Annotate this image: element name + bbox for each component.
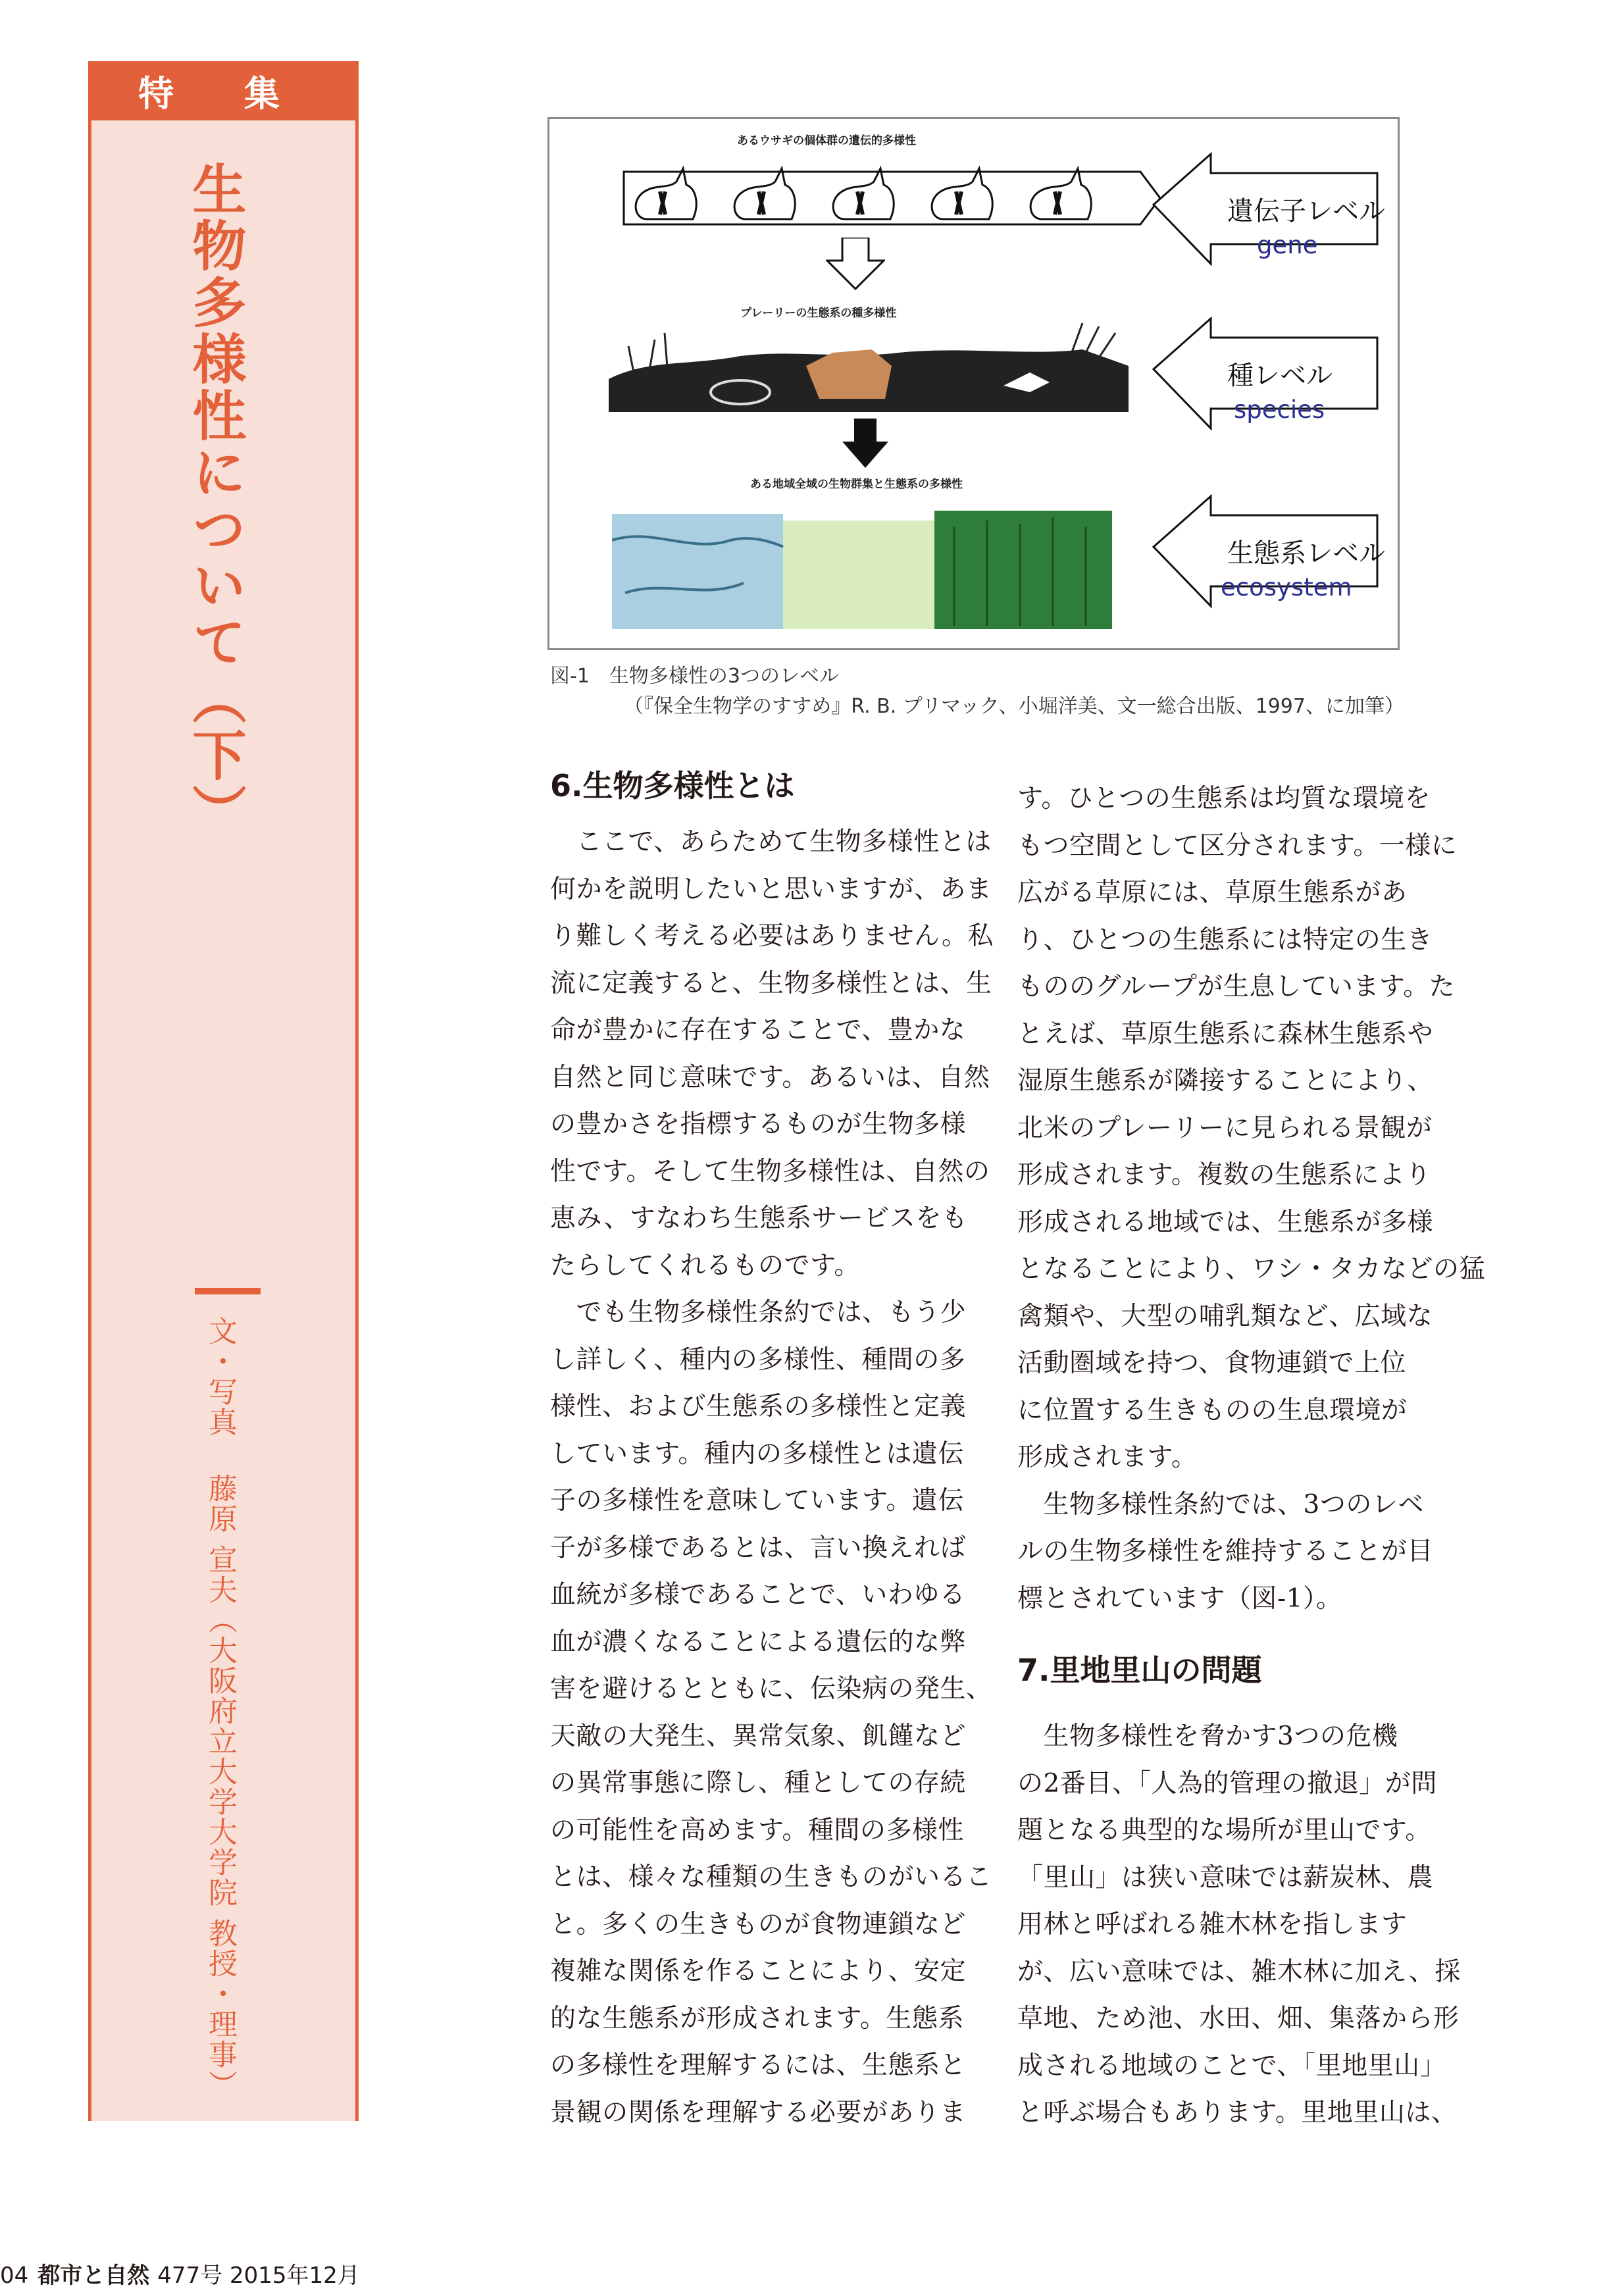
rabbit-population-illustration bbox=[621, 159, 1167, 238]
figure-label-species: プレーリーの生態系の種多様性 bbox=[740, 307, 897, 320]
author-role: 文・写真 bbox=[203, 1316, 237, 1437]
text-line: ここで、あらためて生物多様性とは bbox=[550, 827, 992, 857]
text-line: り難しく考える必要はありません。私 bbox=[550, 921, 994, 951]
text-line: 血統が多様であることで、いわゆる bbox=[550, 1580, 966, 1610]
text-line: となることにより、ワシ・タカなどの猛 bbox=[1017, 1254, 1486, 1284]
text-line: とえば、草原生態系に森林生態系や bbox=[1017, 1019, 1434, 1049]
text-line: 北米のプレーリーに見られる景観が bbox=[1017, 1113, 1433, 1143]
level-label-gene: 遺伝子レベル bbox=[1227, 196, 1385, 226]
figure-label-genetic: あるウサギの個体群の遺伝的多様性 bbox=[737, 134, 916, 147]
article-title: 生物多様性について（下） bbox=[184, 161, 246, 840]
magazine-title: 都市と自然 bbox=[38, 2262, 150, 2289]
text-line: たらしてくれるものです。 bbox=[550, 1250, 860, 1281]
level-label-species-en: species bbox=[1234, 395, 1325, 424]
text-line: 何かを説明したいと思いますが、あま bbox=[550, 874, 992, 904]
text-line: が、広い意味では、雑木林に加え、採 bbox=[1017, 1956, 1461, 1987]
figure-label-ecosystem: ある地域全域の生物群集と生態系の多様性 bbox=[750, 478, 963, 491]
caption-source: （『保全生物学のすすめ』R. B. プリマック、小堀洋美、文一総合出版、1997、に加筆） bbox=[624, 695, 1404, 718]
text-line: 形成されます。複数の生態系により bbox=[1017, 1160, 1431, 1190]
section-heading-7: 7.里地里山の問題 bbox=[1017, 1652, 1262, 1688]
text-line: もののグループが生息しています。た bbox=[1017, 972, 1456, 1002]
text-line: 湿原生態系が隣接することにより、 bbox=[1017, 1066, 1434, 1096]
text-line: 形成されます。 bbox=[1017, 1442, 1198, 1472]
section-heading-6: 6.生物多様性とは bbox=[550, 768, 795, 804]
feature-tag: 特 集 bbox=[88, 61, 359, 120]
down-arrow-solid bbox=[842, 419, 888, 468]
figure-1 bbox=[547, 117, 1400, 650]
text-line: 生物多様性を脅かす3つの危機 bbox=[1017, 1722, 1398, 1751]
text-line: 生物多様性条約では、3つのレベ bbox=[1017, 1489, 1424, 1519]
level-label-ecosystem-en: ecosystem bbox=[1221, 573, 1352, 601]
text-line: とは、様々な種類の生きものがいるこ bbox=[550, 1862, 992, 1892]
text-line: 複雑な関係を作ることにより、安定 bbox=[550, 1956, 967, 1986]
text-line: 害を避けるとともに、伝染病の発生、 bbox=[550, 1674, 992, 1704]
text-line: ルの生物多様性を維持することが目 bbox=[1017, 1537, 1434, 1566]
text-line: 題となる典型的な場所が里山です。 bbox=[1017, 1816, 1431, 1845]
text-line: 禽類や、大型の哺乳類など、広域な bbox=[1017, 1301, 1433, 1331]
text-line: 活動圏域を持つ、食物連鎖で上位 bbox=[1017, 1348, 1406, 1378]
level-label-gene-en: gene bbox=[1257, 231, 1318, 259]
text-line: 性です。そして生物多様性は、自然の bbox=[550, 1156, 990, 1186]
text-column-right-top bbox=[1017, 775, 1485, 1622]
page-number: 04 bbox=[0, 2262, 29, 2289]
text-line: 流に定義すると、生物多様性とは、生 bbox=[550, 968, 992, 998]
text-line: 天敵の大発生、異常気象、飢饉など bbox=[550, 1721, 967, 1751]
text-line: でも生物多様性条約では、もう少 bbox=[550, 1298, 967, 1327]
down-arrow-outline bbox=[826, 238, 885, 290]
figure-caption bbox=[550, 661, 1404, 722]
level-label-species: 種レベル bbox=[1227, 361, 1333, 391]
text-line: 標とされています（図-1）。 bbox=[1017, 1583, 1342, 1614]
text-line: 命が豊かに存在することで、豊かな bbox=[550, 1015, 966, 1045]
caption-title: 図-1 生物多様性の3つのレベル bbox=[550, 665, 839, 688]
text-line: の多様性を理解するには、生態系と bbox=[550, 2051, 967, 2080]
text-line: 的な生態系が形成されます。生態系 bbox=[550, 2003, 964, 2033]
text-line: 様性、および生態系の多様性と定義 bbox=[550, 1392, 967, 1421]
issue-info: 477号 2015年12月 bbox=[157, 2262, 360, 2289]
text-line: り、ひとつの生態系には特定の生き bbox=[1017, 925, 1433, 955]
text-line: 「里山」は狭い意味では薪炭林、農 bbox=[1017, 1862, 1434, 1893]
text-line: 血が濃くなることによる遺伝的な弊 bbox=[550, 1627, 967, 1657]
level-label-ecosystem: 生態系レベル bbox=[1227, 538, 1385, 569]
text-line: もつ空間として区分されます。一様に bbox=[1017, 830, 1458, 861]
text-line: す。ひとつの生態系は均質な環境を bbox=[1017, 784, 1431, 813]
landscape-ecosystem-illustration bbox=[612, 501, 1112, 632]
text-line: 草地、ため池、水田、畑、集落から形 bbox=[1017, 2004, 1460, 2033]
text-line: 景観の関係を理解する必要がありま bbox=[550, 2097, 967, 2128]
text-line: の異常事態に際し、種としての存続 bbox=[550, 1768, 967, 1798]
text-line: 子が多様であるとは、言い換えれば bbox=[550, 1533, 967, 1563]
author-name: 藤原 宣夫（大阪府立大学大学院 教授・理事） bbox=[203, 1473, 237, 2100]
text-column-right-bottom bbox=[1017, 1713, 1461, 2137]
text-line: 用林と呼ばれる雑木林を指します bbox=[1017, 1910, 1408, 1939]
author-divider bbox=[195, 1288, 261, 1294]
text-line: の豊かさを指標するものが生物多様 bbox=[550, 1110, 967, 1139]
text-line: 恵み、すなわち生態系サービスをも bbox=[550, 1204, 968, 1233]
text-line: 自然と同じ意味です。あるいは、自然 bbox=[550, 1062, 990, 1092]
text-line: 広がる草原には、草原生態系があ bbox=[1017, 878, 1408, 907]
text-line: し詳しく、種内の多様性、種間の多 bbox=[550, 1344, 966, 1375]
author-credit bbox=[203, 1316, 237, 2100]
text-column-left bbox=[550, 819, 994, 2136]
text-line: と。多くの生きものが食物連鎖など bbox=[550, 1909, 967, 1939]
text-line: 成される地域のことで、「里地里山」 bbox=[1017, 2051, 1446, 2081]
text-line: と呼ぶ場合もあります。里地里山は、 bbox=[1017, 2098, 1458, 2128]
text-line: に位置する生きものの生息環境が bbox=[1017, 1395, 1408, 1425]
text-line: の可能性を高めます。種間の多様性 bbox=[550, 1815, 964, 1845]
text-line: の2番目、「人為的管理の撤退」が問 bbox=[1017, 1768, 1437, 1799]
text-line: 形成される地域では、生態系が多様 bbox=[1017, 1207, 1434, 1237]
prairie-species-illustration bbox=[609, 320, 1135, 419]
text-line: しています。種内の多様性とは遺伝 bbox=[550, 1439, 964, 1469]
page-footer bbox=[0, 2257, 360, 2289]
text-line: 子の多様性を意味しています。遺伝 bbox=[550, 1486, 964, 1516]
